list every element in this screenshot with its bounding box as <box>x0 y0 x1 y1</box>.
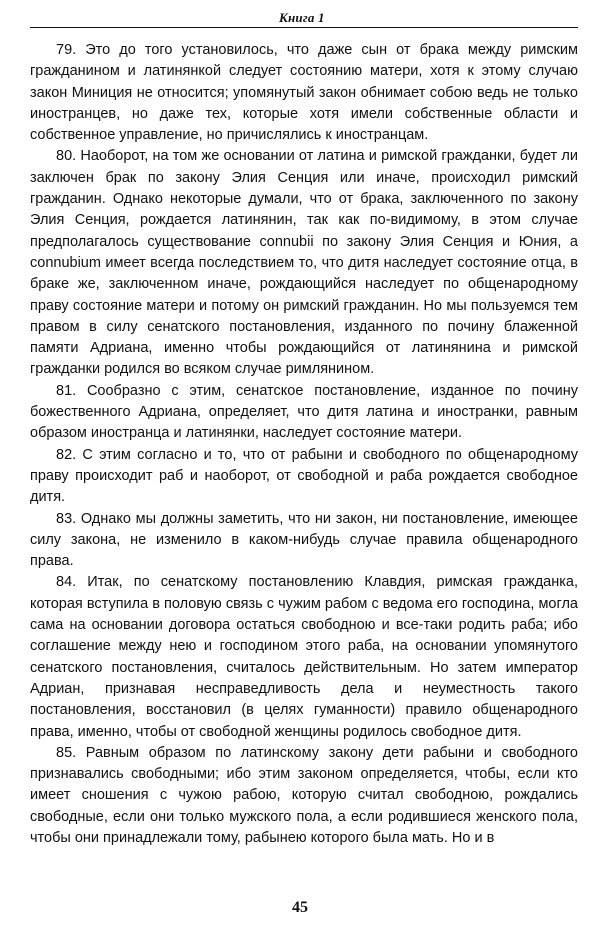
page-number: 45 <box>292 899 308 916</box>
paragraph-79: 79. Это до того установилось, что даже сын от брака между римским гражданином и латинянкой следует состоянию матери, хотя к этому случаю закон Миниция не относится; упомянутый закон обнимает собою ведь не только иностранцев, но даже тех, которые хотя имели собственные области и собственное управление, но причислялись к иностранцам. <box>30 42 578 144</box>
page-body <box>30 40 578 849</box>
running-header-title: Книга 1 <box>279 10 325 25</box>
header-rule <box>30 27 578 28</box>
paragraph-83: 83. Однако мы должны заметить, что ни закон, ни постановление, имеющее силу закона, не изменило в каком-нибудь случае правила общенародного права. <box>30 510 578 570</box>
paragraph-85: 85. Равным образом по латинскому закону дети рабыни и свободного признавались свободными; ибо этим законом определяется, чтобы, если кто имеет сношения с чужою рабою, которую считал свободною, рождались свободные, если они только мужского пола, а если родившиеся женского пола, чтобы они принадлежали тому, рабынею которого была мать. Но и в <box>30 744 578 846</box>
running-header <box>30 8 578 32</box>
paragraph-80: 80. Наоборот, на том же основании от латина и римской гражданки, будет ли заключен брак по закону Элия Сенция или иначе, происходил римский гражданин. Однако некоторые думали, что от брака, заключенного по закону Элия Сенция, рождается латинянин, так как по-видимому, в этом случае предполагалось существование connubii по закону Элия Сенция и Юния, а connubium имеет всегда последствием то, что дитя наследует состояние отца, в браке же, заключенном иначе, рождающийся наследует по общенародному праву состояние матери и потому он римский гражданин. Но мы пользуемся тем правом в силу сенатского постановления, изданного по почину блаженной памяти Адриана, именно чтобы рождающийся от латинянина и римской гражданки родился во всяком случае римлянином. <box>30 148 578 378</box>
paragraph-82: 82. С этим согласно и то, что от рабыни и свободного по общенародному праву происходит раб и наоборот, от свободной и раба рождается свободное дитя. <box>30 446 578 506</box>
paragraph-81: 81. Сообразно с этим, сенатское постановление, изданное по почину божественного Адриана, определяет, что дитя латина и иностранки, равным образом иностранца и латинянки, наследует состояние матери. <box>30 382 578 442</box>
paragraph-84: 84. Итак, по сенатскому постановлению Клавдия, римская гражданка, которая вступила в половую связь с чужим рабом с ведома его господина, могла сама на основании договора остаться свободною и все-таки родить раба; ибо соглашение между нею и господином этого раба, на основании упомянутого сенатского постановления, считалось действительным. Но затем император Адриан, признавая несправедливость дела и неуместность такого постановления, восстановил (в целях гуманности) правило общенародного права, именно, чтобы от свободной женщины родилось свободное дитя. <box>30 574 578 740</box>
